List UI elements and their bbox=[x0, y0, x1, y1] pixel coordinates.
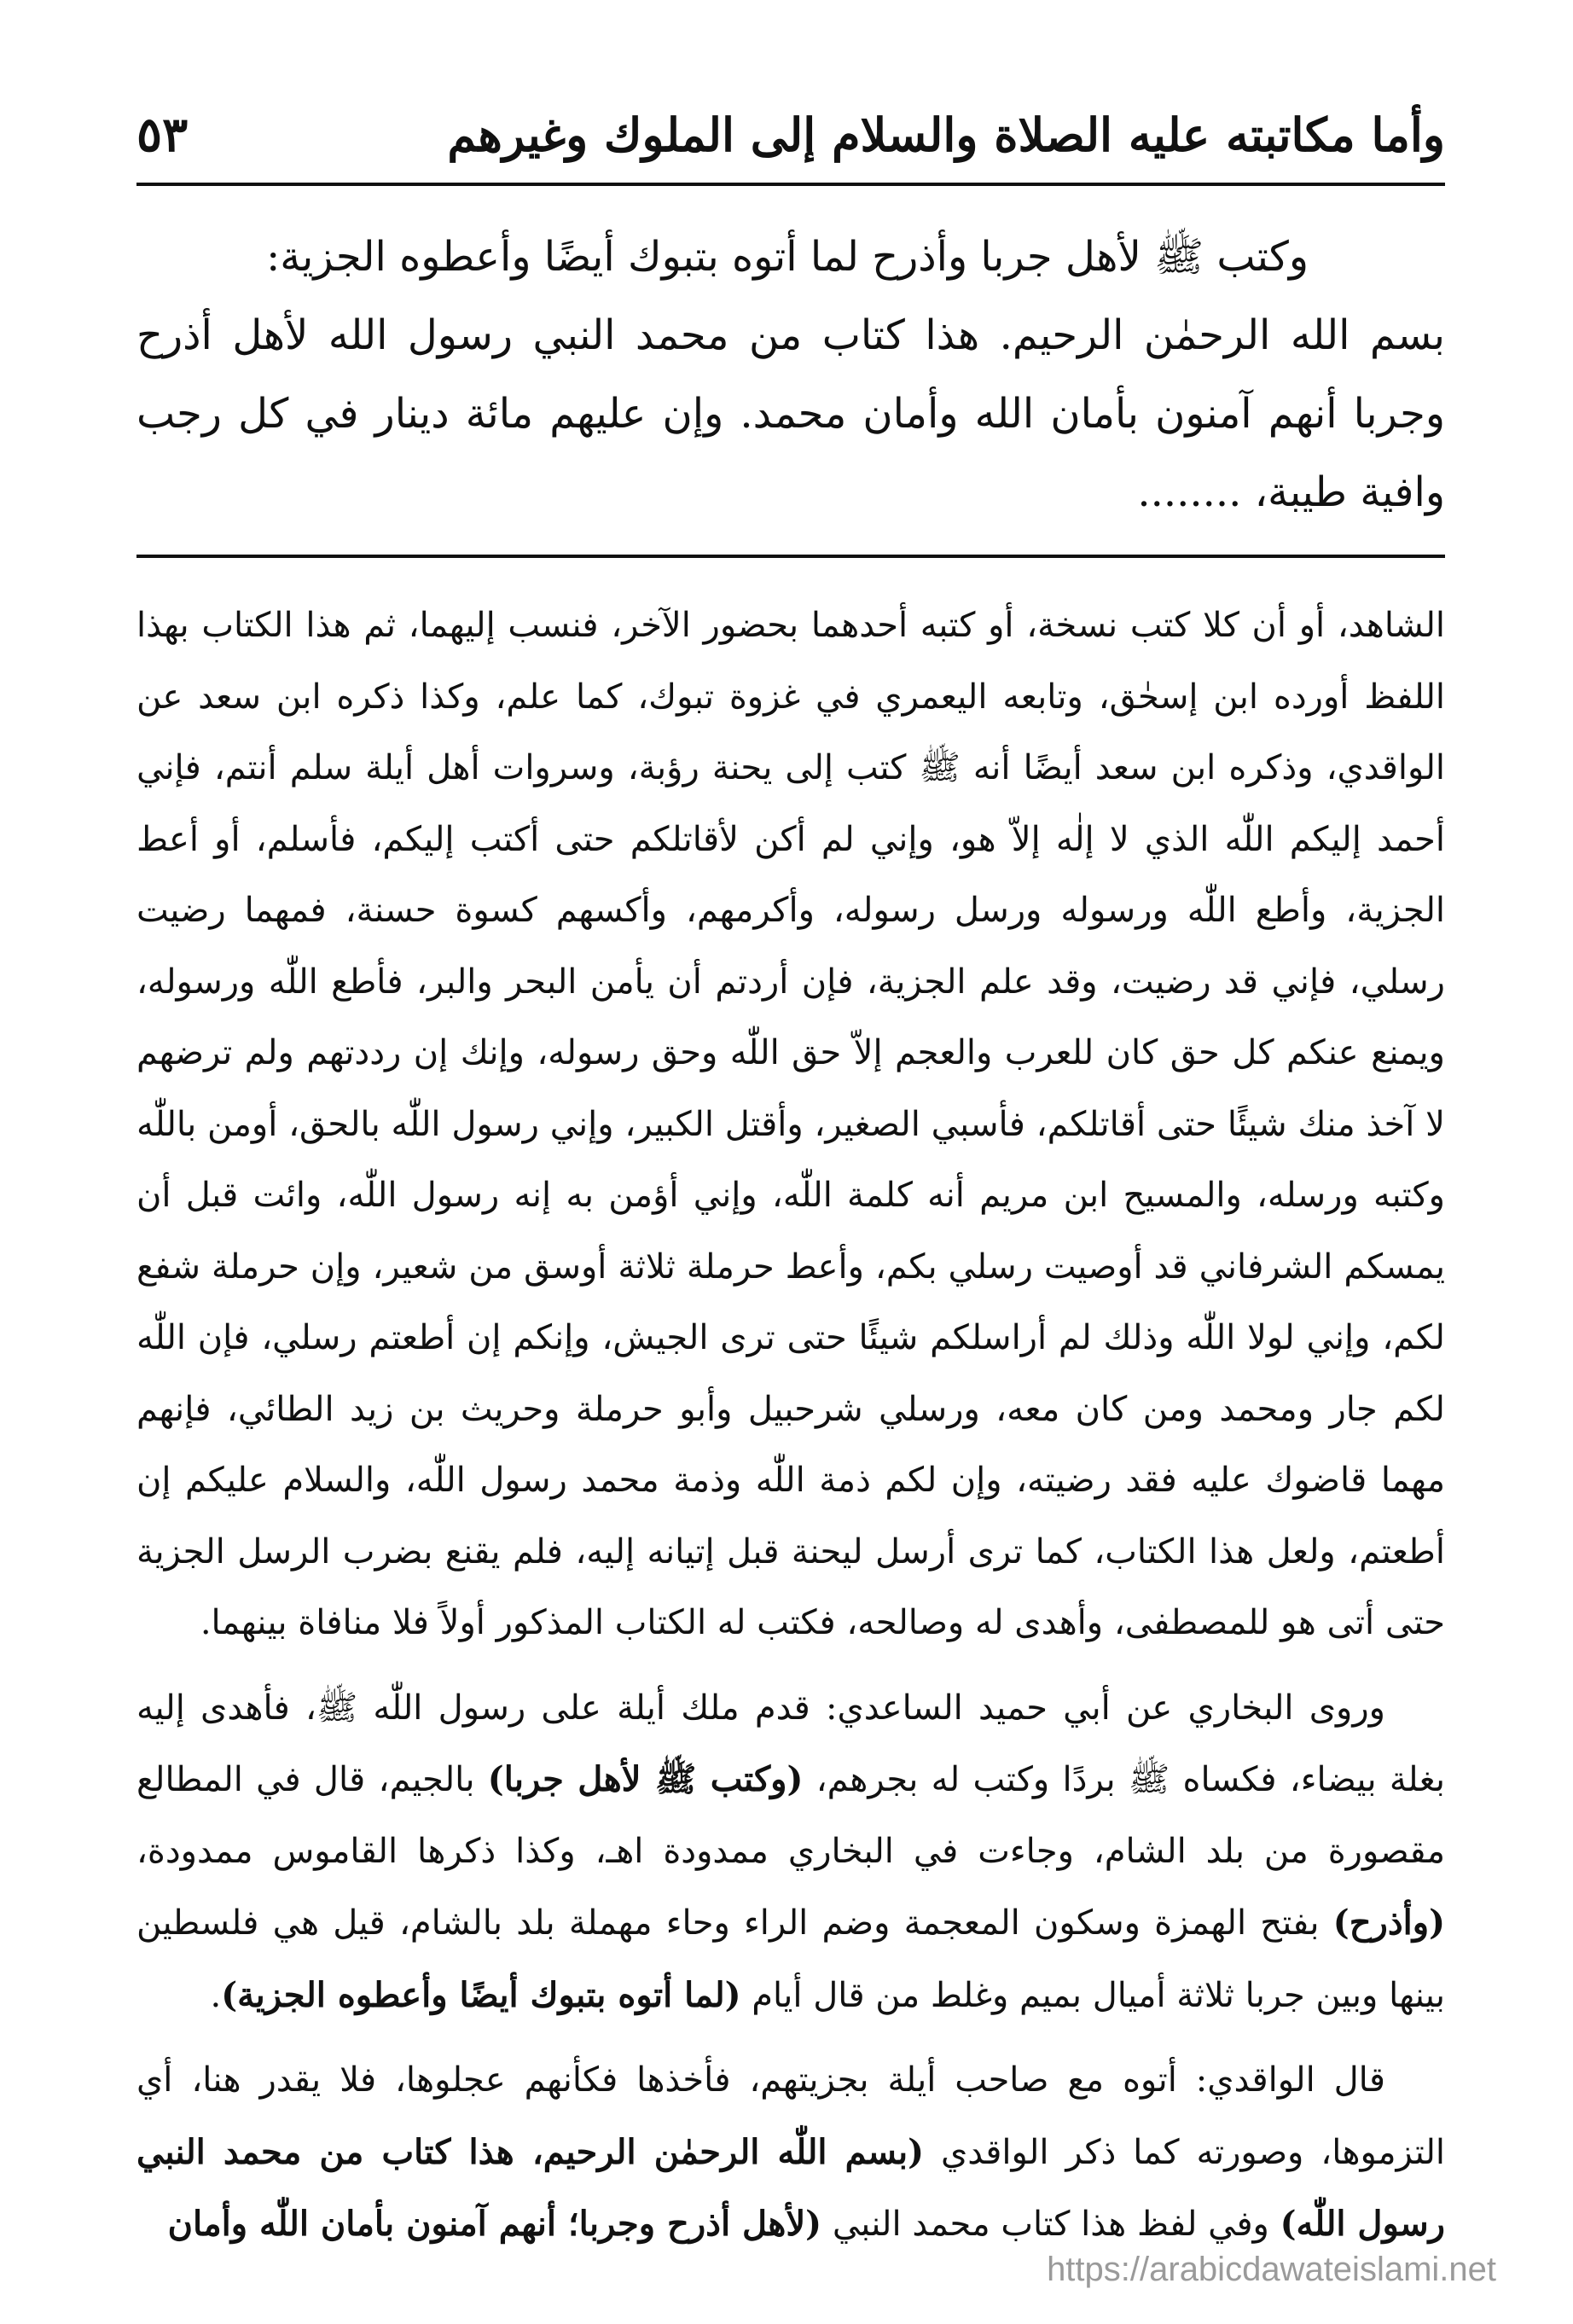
para2-quote-adhruh: (وأذرح) bbox=[1332, 1903, 1445, 1943]
quoted-intro-line: وكتب ﷺ لأهل جربا وأذرح لما أتوه بتبوك أيضًا وأعطوه الجزية: bbox=[266, 233, 1309, 281]
para2-text-e: بفتح الهمزة وسكون المعجمة وضم الراء وحاء مهملة بلد بالشام، قيل هي فلسطين بينها وبين جربا ثلاثة أميال بميم وغلط من قال أيام bbox=[136, 1903, 1445, 2015]
commentary-block bbox=[136, 590, 1445, 2261]
para2-text-a: وروى البخاري عن أبي حميد الساعدي: قدم ملك أيلة على رسول اللّٰه ﷺ، فأهدى إليه بغلة بيضاء، فكساه ﷺ بردًا وكتب له بجرهم، bbox=[136, 1688, 1445, 1799]
para2-text-g: . bbox=[210, 1975, 222, 2015]
quoted-text-block bbox=[136, 218, 1445, 532]
commentary-paragraph-2 bbox=[136, 1673, 1445, 2032]
header-rule bbox=[136, 183, 1445, 186]
page-number: ٥٣ bbox=[136, 107, 189, 163]
para3-text-a: قال الواقدي: أتوه مع صاحب أيلة بجزيتهم، فأخذها فكأنهم عجلوها، فلا يقدر هنا، أي التزموها، وصورته كما ذكر الواقدي bbox=[136, 2060, 1446, 2172]
para3-quote-aman: (لأهل أذرح وجربا؛ أنهم آمنون بأمان اللّٰه وأمان bbox=[167, 2204, 822, 2244]
watermark-url: https://arabicdawateislami.net bbox=[1047, 2251, 1496, 2288]
para2-text-c: بالجيم، قال في المطالع مقصورة من بلد الشام، وجاءت في البخاري ممدودة اهـ، وكذا ذكرها القاموس ممدودة، bbox=[136, 1760, 1445, 1871]
para3-quote-basmala: (بسم اللّٰه الرحمٰن الرحيم، هذا كتاب من محمد النبي رسول اللّٰه) bbox=[136, 2131, 1445, 2244]
quoted-letter: بسم الله الرحمٰن الرحيم. هذا كتاب من محمد النبي رسول الله لأهل أذرح وجربا أنهم آمنون بأمان الله وأمان محمد. وإن عليهم مائة دينار في كل رجب وافية طيبة، ........ bbox=[136, 311, 1445, 516]
section-rule bbox=[136, 555, 1445, 558]
para3-text-c: وفي لفظ هذا كتاب محمد النبي bbox=[821, 2205, 1280, 2244]
page-header bbox=[136, 101, 1445, 169]
commentary-paragraph-1: الشاهد، أو أن كلا كتب نسخة، أو كتبه أحدهما بحضور الآخر، فنسب إليهما، ثم هذا الكتاب بهذا اللفظ أورده ابن إسحٰق، وتابعه اليعمري في غزوة تبوك، كما علم، وكذا ذكره ابن سعد عن الواقدي، وذكره ابن سعد أيضًا أنه ﷺ كتب إلى يحنة رؤبة، وسروات أهل أيلة سلم أنتم، فإني أحمد إليكم اللّٰه الذي لا إلٰه إلاّ هو، وإني لم أكن لأقاتلكم حتى أكتب إليكم، فأسلم، أو أعط الجزية، وأطع اللّٰه ورسوله ورسل رسوله، وأكرمهم، وأكسهم كسوة حسنة، فمهما رضيت رسلي، فإني قد رضيت، وقد علم الجزية، فإن أردتم أن يأمن البحر والبر، فأطع اللّٰه ورسوله، ويمنع عنكم كل حق كان للعرب والعجم إلاّ حق اللّٰه وحق رسوله، وإنك إن رددتهم ولم ترضهم لا آخذ منك شيئًا حتى أقاتلكم، فأسبي الصغير، وأقتل الكبير، وإني رسول اللّٰه بالحق، أومن باللّٰه وكتبه ورسله، والمسيح ابن مريم أنه كلمة اللّٰه، وإني أؤمن به إنه رسول اللّٰه، وائت قبل أن يمسكم الشرفاني قد أوصيت رسلي بكم، وأعط حرملة ثلاثة أوسق من شعير، وإن حرملة شفع لكم، وإني لولا اللّٰه وذلك لم أراسلكم شيئًا حتى ترى الجيش، وإنكم إن أطعتم رسلي، فإن اللّٰه لكم جار ومحمد ومن كان معه، ورسلي شرحبيل وأبو حرملة وحريث بن زيد الطائي، فإنهم مهما قاضوك عليه فقد رضيته، وإن لكم ذمة اللّٰه وذمة محمد رسول اللّٰه، والسلام عليكم إن أطعتم، ولعل هذا الكتاب، كما ترى أرسل ليحنة قبل إتيانه إليه، فلم يقنع بضرب الرسل الجزية حتى أتى هو للمصطفى، وأهدى له وصالحه، فكتب له الكتاب المذكور أولاً فلا منافاة بينهما. bbox=[136, 606, 1446, 1642]
running-title: وأما مكاتبته عليه الصلاة والسلام إلى الملوك وغيرهم bbox=[447, 107, 1445, 162]
para2-quote-jarba: (وكتب ﷺ لأهل جربا) bbox=[487, 1759, 804, 1799]
commentary-paragraph-3 bbox=[136, 2045, 1445, 2261]
para2-quote-tabuk: (لما أتوه بتبوك أيضًا وأعطوه الجزية) bbox=[221, 1974, 741, 2015]
